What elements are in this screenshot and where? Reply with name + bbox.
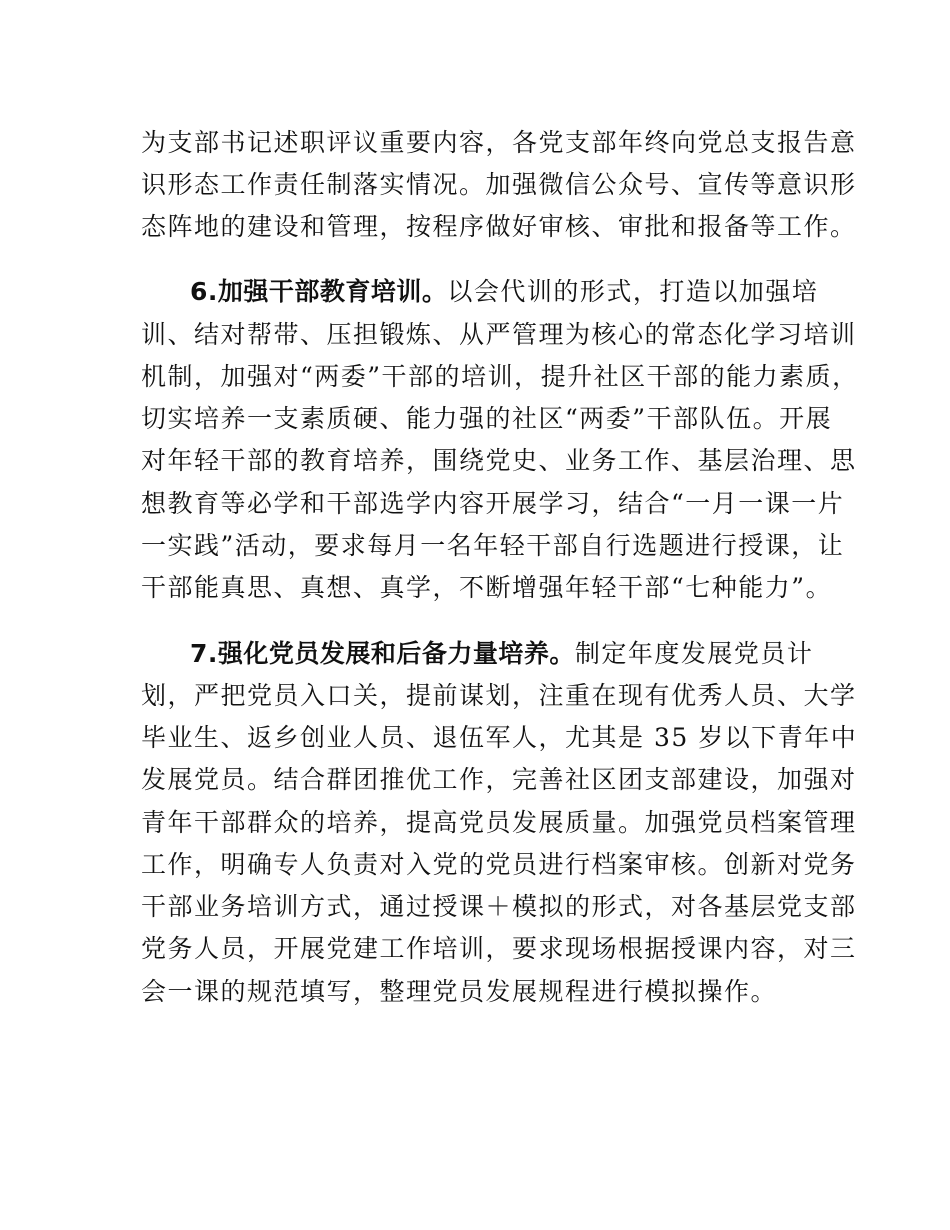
section7-first-line (190, 634, 813, 674)
section7-line-3: 毕业生、返乡创业人员、退伍军人，尤其是 35 岁以下青年中 (141, 723, 858, 752)
section6-line-7: 一实践”活动，要求每月一名年轻干部自行选题进行授课，让 (141, 531, 845, 560)
section6-line-8: 干部能真思、真想、真学，不断增强年轻干部“七种能力”。 (141, 573, 833, 602)
section6-line-6: 想教育等必学和干部选学内容开展学习，结合“一月一课一片 (141, 489, 845, 518)
section6-first-line (190, 272, 818, 312)
section6-line-3: 机制，加强对“两委”干部的培训，提升社区干部的能力素质， (141, 362, 859, 391)
section6-line-4: 切实培养一支素质硬、能力强的社区“两委”干部队伍。开展 (141, 404, 833, 433)
intro-line-2: 识形态工作责任制落实情况。加强微信公众号、宣传等意识形 (141, 170, 857, 199)
section7-line-4: 发展党员。结合群团推优工作，完善社区团支部建设，加强对 (141, 765, 857, 794)
section7-heading: 7.强化党员发展和后备力量培养。 (190, 639, 575, 668)
section7-line-5: 青年干部群众的培养，提高党员发展质量。加强党员档案管理 (141, 808, 857, 837)
section6-first-line-text: 以会代训的形式，打造以加强培 (447, 277, 819, 306)
section7-line-9: 会一课的规范填写，整理党员发展规程进行模拟操作。 (141, 977, 778, 1006)
intro-line-3: 态阵地的建设和管理，按程序做好审核、审批和报备等工作。 (141, 212, 857, 241)
section6-line-5: 对年轻干部的教育培养，围绕党史、业务工作、基层治理、思 (141, 446, 857, 475)
section6-line-2: 训、结对帮带、压担锻炼、从严管理为核心的常态化学习培训 (141, 320, 857, 349)
section7-line-8: 党务人员，开展党建工作培训，要求现场根据授课内容，对三 (141, 934, 857, 963)
section7-line-6: 工作，明确专人负责对入党的党员进行档案审核。创新对党务 (141, 850, 857, 879)
section7-line-2: 划，严把党员入口关，提前谋划，注重在现有优秀人员、大学 (141, 681, 857, 710)
section6-heading: 6.加强干部教育培训。 (190, 277, 448, 306)
section7-first-line-text: 制定年度发展党员计 (574, 639, 814, 668)
section7-line-7: 干部业务培训方式，通过授课＋模拟的形式，对各基层党支部 (141, 892, 857, 921)
intro-line-1: 为支部书记述职评议重要内容，各党支部年终向党总支报告意 (141, 128, 857, 157)
